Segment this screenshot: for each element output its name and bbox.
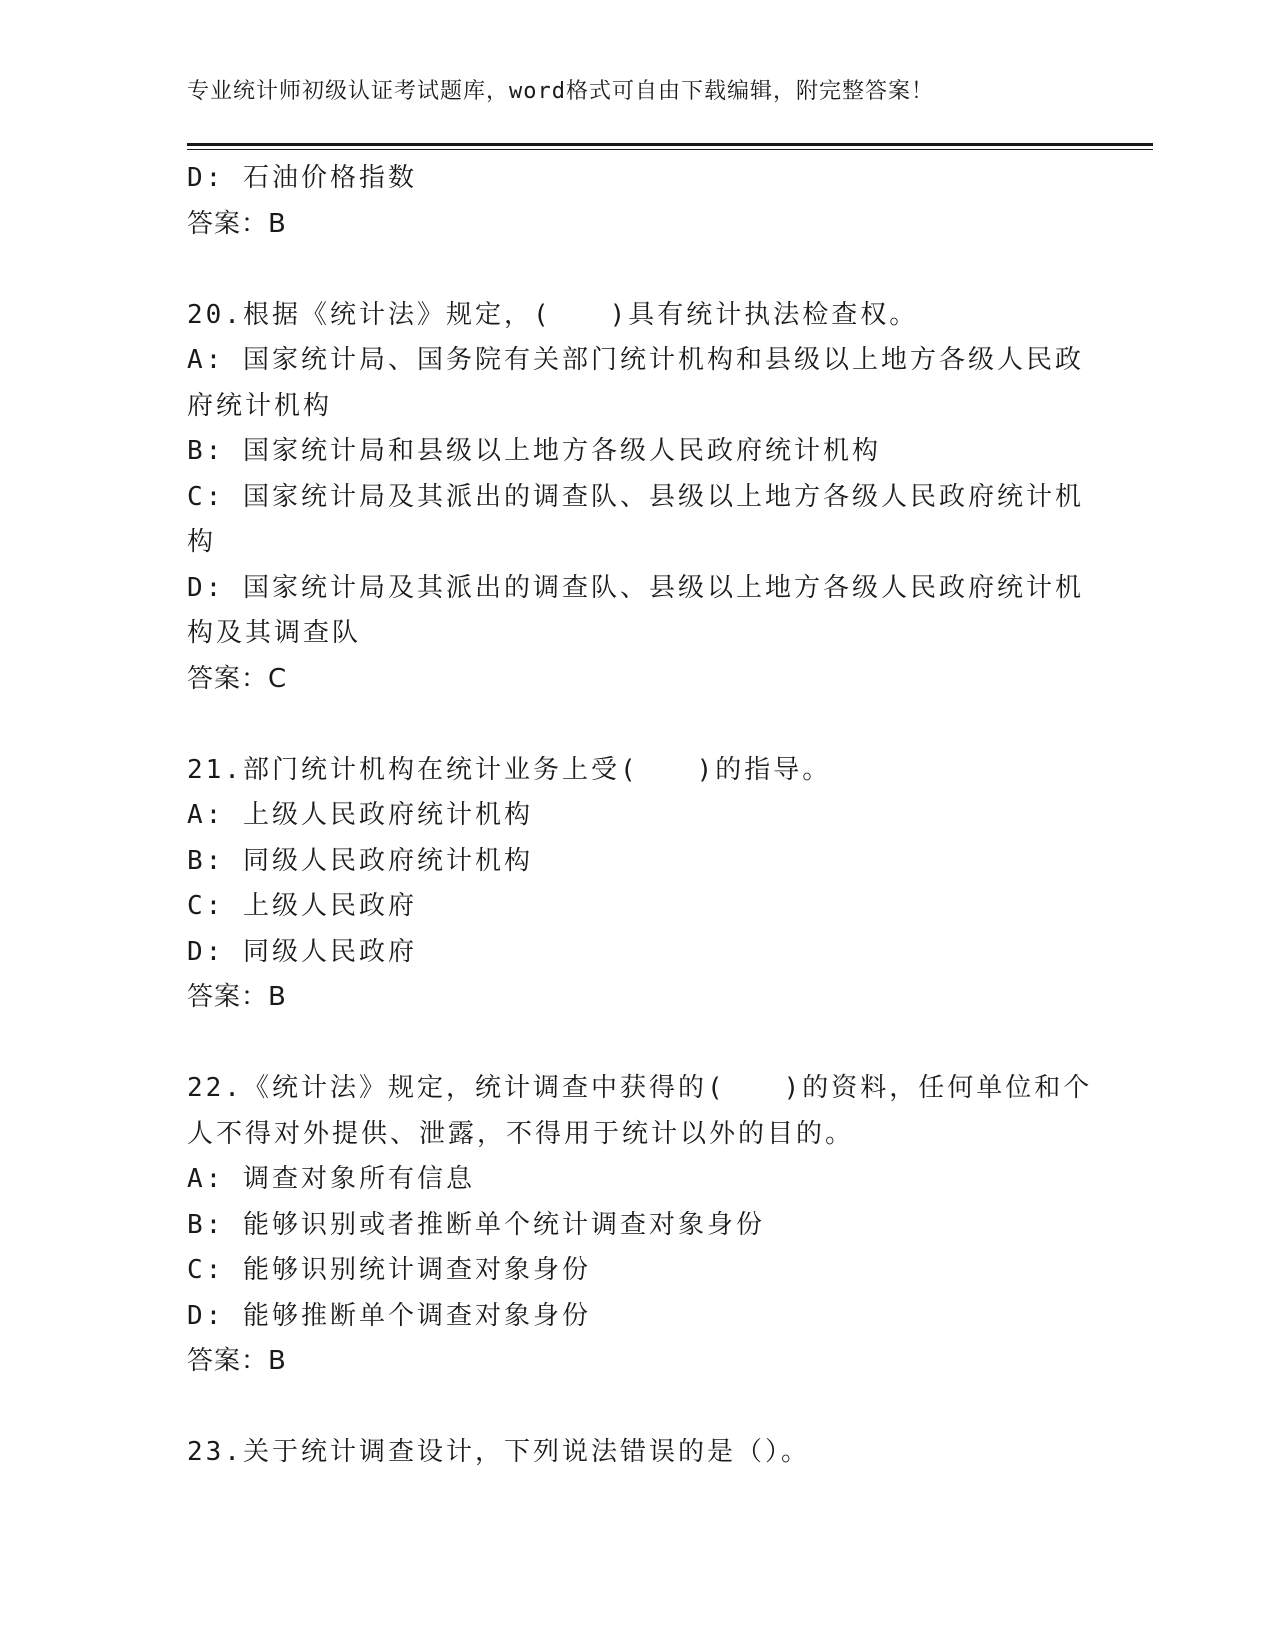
spacer <box>187 1385 1087 1431</box>
q21-option-d: D: 同级人民政府 <box>187 936 417 967</box>
header-rule-thick <box>187 143 1153 146</box>
q20-option-b: B: 国家统计局和县级以上地方各级人民政府统计机构 <box>187 436 881 466</box>
q22-option-b: B: 能够识别或者推断单个统计调查对象身份 <box>187 1209 765 1240</box>
header-rule-thin <box>187 149 1153 150</box>
q21-answer: 答案：B <box>187 982 287 1012</box>
spacer <box>187 702 1087 748</box>
prev-option-d: D: 石油价格指数 <box>187 163 417 193</box>
q23-stem: 23.关于统计调查设计，下列说法错误的是（）。 <box>187 1437 810 1467</box>
q21-option-b: B: 同级人民政府统计机构 <box>187 845 533 876</box>
q21-option-c: C: 上级人民政府 <box>187 891 417 921</box>
q22-answer: 答案：B <box>187 1346 287 1376</box>
q20-option-d-line2: 构及其调查队 <box>187 618 362 648</box>
q20-option-a-line1: A: 国家统计局、国务院有关部门统计机构和县级以上地方各级人民政 <box>187 345 1084 375</box>
q22-stem-line2: 人不得对外提供、泄露，不得用于统计以外的目的。 <box>187 1118 855 1149</box>
q22-option-a: A: 调查对象所有信息 <box>187 1164 475 1194</box>
q20-option-a-line2: 府统计机构 <box>187 390 333 421</box>
q22-option-c: C: 能够识别统计调查对象身份 <box>187 1255 591 1285</box>
q20-option-c-line2: 构 <box>187 527 217 557</box>
prev-answer: 答案：B <box>187 208 287 239</box>
q22-stem-line1: 22.《统计法》规定，统计调查中获得的( )的资料，任何单位和个 <box>187 1073 1093 1103</box>
q20-option-d-line1: D: 国家统计局及其派出的调查队、县级以上地方各级人民政府统计机 <box>187 572 1084 603</box>
q20-answer: 答案：C <box>187 663 288 694</box>
document-body <box>187 156 1093 1476</box>
spacer <box>187 1021 1087 1067</box>
spacer <box>187 247 1087 293</box>
q21-option-a: A: 上级人民政府统计机构 <box>187 800 533 830</box>
q20-stem: 20.根据《统计法》规定，( )具有统计执法检查权。 <box>187 299 919 330</box>
q20-option-c-line1: C: 国家统计局及其派出的调查队、县级以上地方各级人民政府统计机 <box>187 481 1084 512</box>
page-header: 专业统计师初级认证考试题库，word格式可自由下载编辑，附完整答案！ <box>187 79 934 104</box>
q22-option-d: D: 能够推断单个调查对象身份 <box>187 1300 591 1331</box>
q21-stem: 21.部门统计机构在统计业务上受( )的指导。 <box>187 754 832 785</box>
